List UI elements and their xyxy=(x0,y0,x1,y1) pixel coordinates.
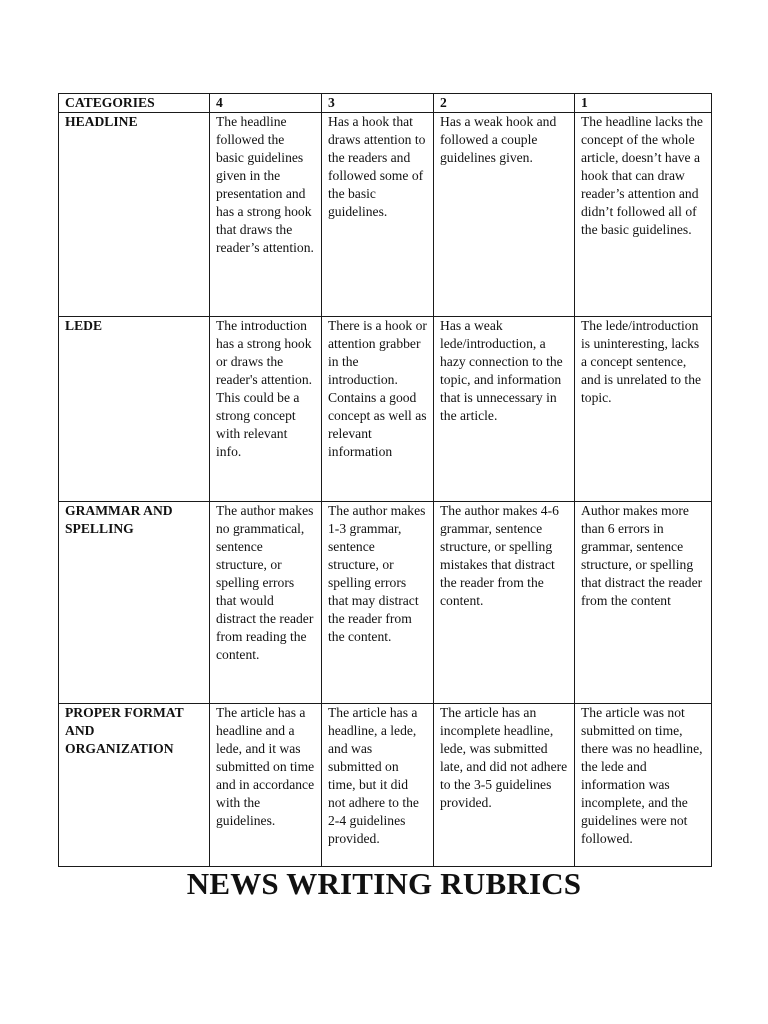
headline-score-1: The headline lacks the concept of the whole article, doesn’t have a hook that can draw reader’s attention and didn’t followed all of the basic guidelines. xyxy=(575,113,712,317)
page-title: NEWS WRITING RUBRICS xyxy=(186,866,582,901)
lede-score-2: Has a weak lede/introduction, a hazy connection to the topic, and information that is unnecessary in the article. xyxy=(434,317,575,502)
header-row xyxy=(59,94,712,113)
grammar-score-2: The author makes 4-6 grammar, sentence structure, or spelling mistakes that distract the reader from the content. xyxy=(434,502,575,704)
headline-score-4: The headline followed the basic guidelines given in the presentation and has a strong hook that draws the reader’s attention. xyxy=(210,113,322,317)
category-format: PROPER FORMAT AND ORGANIZATION xyxy=(59,704,210,867)
header-score-2: 2 xyxy=(434,94,575,113)
header-score-4: 4 xyxy=(210,94,322,113)
rubric-table xyxy=(58,93,712,867)
format-score-3: The article has a headline, a lede, and was submitted on time, but it did not adhere to the 2-4 guidelines provided. xyxy=(322,704,434,867)
header-score-3: 3 xyxy=(322,94,434,113)
headline-score-3: Has a hook that draws attention to the readers and followed some of the basic guidelines. xyxy=(322,113,434,317)
format-score-4: The article has a headline and a lede, and it was submitted on time and in accordance with the guidelines. xyxy=(210,704,322,867)
grammar-score-4: The author makes no grammatical, sentence structure, or spelling errors that would distract the reader from reading the content. xyxy=(210,502,322,704)
format-score-2: The article has an incomplete headline, lede, was submitted late, and did not adhere to the 3-5 guidelines provided. xyxy=(434,704,575,867)
format-score-1: The article was not submitted on time, there was no headline, the lede and information was incomplete, and the guidelines were not followed. xyxy=(575,704,712,867)
rubric-row-lede xyxy=(59,317,712,502)
category-grammar: GRAMMAR AND SPELLING xyxy=(59,502,210,704)
grammar-score-3: The author makes 1-3 grammar, sentence structure, or spelling errors that may distract the reader from the content. xyxy=(322,502,434,704)
header-score-1: 1 xyxy=(575,94,712,113)
category-headline: HEADLINE xyxy=(59,113,210,317)
header-categories: CATEGORIES xyxy=(59,94,210,113)
grammar-score-1: Author makes more than 6 errors in grammar, sentence structure, or spelling that distract the reader from the content xyxy=(575,502,712,704)
lede-score-3: There is a hook or attention grabber in the introduction. Contains a good concept as well as relevant information xyxy=(322,317,434,502)
rubric-row-format xyxy=(59,704,712,867)
category-lede: LEDE xyxy=(59,317,210,502)
rubric-row-headline xyxy=(59,113,712,317)
lede-score-1: The lede/introduction is uninteresting, lacks a concept sentence, and is unrelated to the topic. xyxy=(575,317,712,502)
rubric-row-grammar xyxy=(59,502,712,704)
lede-score-4: The introduction has a strong hook or draws the reader's attention. This could be a strong concept with relevant info. xyxy=(210,317,322,502)
headline-score-2: Has a weak hook and followed a couple guidelines given. xyxy=(434,113,575,317)
